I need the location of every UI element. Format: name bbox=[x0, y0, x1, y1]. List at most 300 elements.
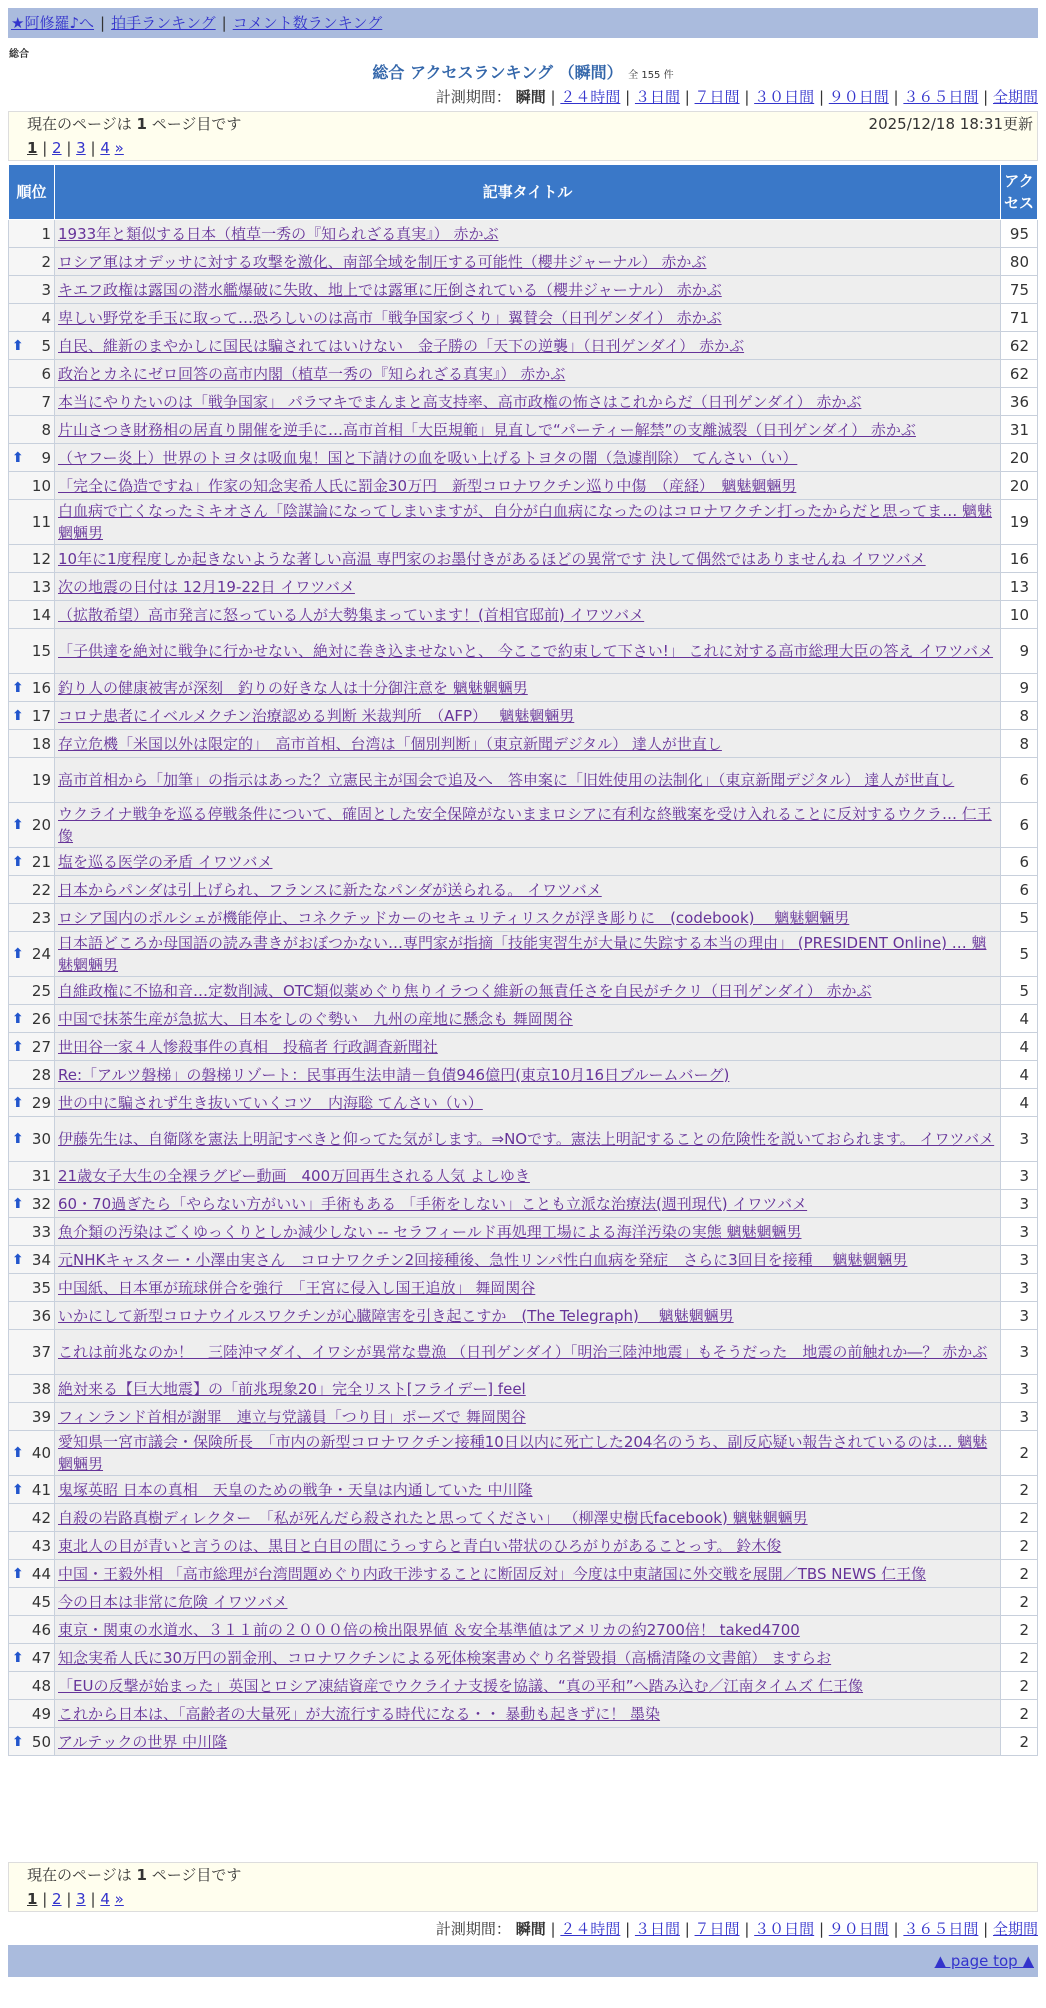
table-row bbox=[9, 332, 1038, 360]
article-link[interactable]: 知念実希人氏に30万円の罰金刑、コロナワクチンによる死体検案書めぐり名誉毀損（高橋清隆の文書館） ますらお bbox=[58, 1648, 832, 1667]
article-link[interactable]: コロナ患者にイベルメクチン治療認める判断 米裁判所 （AFP） 魑魅魍魎男 bbox=[58, 706, 575, 725]
table-row bbox=[9, 1033, 1038, 1061]
page-3-link[interactable]: 3 bbox=[76, 139, 86, 157]
rank-cell bbox=[9, 977, 55, 1005]
rank-cell bbox=[9, 1403, 55, 1431]
article-link[interactable]: これから日本は、「高齢者の大量死」が大流行する時代になる・・ 暴動も起きずに！ 墨染 bbox=[58, 1704, 661, 1723]
title-cell bbox=[55, 388, 1001, 416]
rank-cell bbox=[9, 1532, 55, 1560]
title-cell bbox=[55, 1330, 1001, 1375]
period-24h-bottom[interactable]: ２４時間 bbox=[560, 1920, 621, 1938]
rank-number: 30 bbox=[31, 1130, 51, 1148]
rank-number: 25 bbox=[31, 981, 51, 1000]
access-count: 3 bbox=[1001, 1274, 1038, 1302]
access-count: 6 bbox=[1001, 758, 1038, 803]
access-count: 95 bbox=[1001, 220, 1038, 248]
article-link[interactable]: 中国紙、日本軍が琉球併合を強行 「王宮に侵入し国王追放」 舞岡関谷 bbox=[58, 1278, 536, 1297]
next-page-link-bottom[interactable]: » bbox=[114, 1890, 124, 1908]
access-count: 2 bbox=[1001, 1644, 1038, 1672]
table-row bbox=[9, 573, 1038, 601]
rank-cell bbox=[9, 388, 55, 416]
article-link[interactable]: 10年に1度程度しか起きないような著しい高温 専門家のお墨付きがあるほどの異常です 決して偶然ではありませんね イワツバメ bbox=[58, 549, 926, 568]
article-link[interactable]: 60・70過ぎたら「やらない方がいい」手術もある 「手術をしない」ことも立派な治療法(週刊現代) イワツバメ bbox=[58, 1194, 808, 1213]
table-row bbox=[9, 1330, 1038, 1375]
access-count: 4 bbox=[1001, 1033, 1038, 1061]
article-link[interactable]: 「EUの反撃が始まった」英国とロシア凍結資産でウクライナ支援を協議、“真の平和”へ踏み込む／江南タイムズ 仁王像 bbox=[58, 1676, 864, 1695]
title-cell bbox=[55, 1560, 1001, 1588]
rank-number: 17 bbox=[31, 706, 51, 725]
page-2-link-bottom[interactable]: 2 bbox=[52, 1890, 62, 1908]
rank-number: 48 bbox=[31, 1676, 51, 1695]
rank-cell bbox=[9, 1728, 55, 1756]
title-cell bbox=[55, 601, 1001, 629]
rank-cell bbox=[9, 1431, 55, 1476]
title-cell bbox=[55, 1588, 1001, 1616]
rank-cell bbox=[9, 1504, 55, 1532]
table-row bbox=[9, 248, 1038, 276]
access-count: 19 bbox=[1001, 500, 1038, 545]
article-link[interactable]: 絶対来る【巨大地震】の「前兆現象20」完全リスト[フライデー] feel bbox=[58, 1379, 526, 1398]
article-link[interactable]: 1933年と類似する日本（植草一秀の『知られざる真実』） 赤かぶ bbox=[58, 224, 499, 243]
updated-time: 2025/12/18 18:31更新 bbox=[868, 115, 1033, 133]
rank-cell bbox=[9, 573, 55, 601]
table-row bbox=[9, 1005, 1038, 1033]
title-cell bbox=[55, 1190, 1001, 1218]
rank-number: 35 bbox=[31, 1278, 51, 1297]
rank-cell bbox=[9, 1302, 55, 1330]
clap-ranking-link[interactable]: 拍手ランキング bbox=[111, 14, 216, 32]
article-link[interactable]: 日本語どころか母国語の読み書きがおぼつかない…専門家が指摘「技能実習生が大量に失踪する本当の理由」 (PRESIDENT Online) … 魑魅魍魎男 bbox=[58, 934, 987, 974]
period-current: 瞬間 bbox=[515, 88, 546, 106]
rank-number: 19 bbox=[31, 771, 51, 789]
access-count: 62 bbox=[1001, 332, 1038, 360]
access-count: 6 bbox=[1001, 876, 1038, 904]
rank-number: 18 bbox=[31, 734, 51, 753]
access-count: 13 bbox=[1001, 573, 1038, 601]
comment-ranking-link[interactable]: コメント数ランキング bbox=[232, 14, 383, 32]
rank-up-icon: ⬆ bbox=[12, 1481, 24, 1498]
period-3d-bottom[interactable]: ３日間 bbox=[634, 1920, 680, 1938]
title-cell bbox=[55, 1532, 1001, 1560]
rank-cell bbox=[9, 674, 55, 702]
rank-cell bbox=[9, 1644, 55, 1672]
rank-cell bbox=[9, 848, 55, 876]
access-count: 4 bbox=[1001, 1061, 1038, 1089]
access-count: 20 bbox=[1001, 472, 1038, 500]
article-link[interactable]: 21歳女子大生の全裸ラグビー動画 400万回再生される人気 よしゆき bbox=[58, 1166, 530, 1185]
title-cell bbox=[55, 1476, 1001, 1504]
article-link[interactable]: 愛知県一宮市議会・保険所長 「市内の新型コロナワクチン接種10日以内に死亡した204名のうち、副反応疑い報告されているのは… 魑魅魍魎男 bbox=[58, 1433, 988, 1473]
table-row bbox=[9, 629, 1038, 674]
title-cell bbox=[55, 276, 1001, 304]
table-row bbox=[9, 276, 1038, 304]
rank-cell bbox=[9, 444, 55, 472]
article-link[interactable]: 白血病で亡くなったミキオさん「陰謀論になってしまいますが、自分が白血病になったのはコロナワクチン打ったからだと思ってま… 魑魅魍魎男 bbox=[58, 502, 993, 542]
title-cell bbox=[55, 416, 1001, 444]
title-cell bbox=[55, 1375, 1001, 1403]
title-cell bbox=[55, 977, 1001, 1005]
rank-number: 44 bbox=[31, 1564, 51, 1583]
title-cell bbox=[55, 220, 1001, 248]
article-link[interactable]: 東京・関東の水道水、３１１前の２０００倍の検出限界値 ＆安全基準値はアメリカの約2700倍！ taked4700 bbox=[58, 1620, 800, 1639]
period-365d[interactable]: ３６５日間 bbox=[903, 88, 979, 106]
article-link[interactable]: 「完全に偽造ですね」作家の知念実希人氏に罰金30万円 新型コロナワクチン巡り中傷 （産経） 魑魅魍魎男 bbox=[58, 476, 797, 495]
article-link[interactable]: 伊藤先生は、自衛隊を憲法上明記すべきと仰ってた気がします。⇒NOです。憲法上明記することの危険性を説いておられます。 イワツバメ bbox=[58, 1130, 995, 1148]
article-link[interactable]: 塩を巡る医学の矛盾 イワツバメ bbox=[58, 852, 273, 871]
title-cell bbox=[55, 1274, 1001, 1302]
rank-number: 26 bbox=[31, 1009, 51, 1028]
access-count: 3 bbox=[1001, 1246, 1038, 1274]
article-link[interactable]: アルテックの世界 中川隆 bbox=[58, 1732, 228, 1751]
access-count: 20 bbox=[1001, 444, 1038, 472]
table-row bbox=[9, 1616, 1038, 1644]
rank-cell bbox=[9, 1700, 55, 1728]
rank-up-icon: ⬆ bbox=[12, 1195, 24, 1212]
access-count: 80 bbox=[1001, 248, 1038, 276]
article-link[interactable]: 今の日本は非常に危険 イワツバメ bbox=[58, 1592, 288, 1611]
rank-cell bbox=[9, 1218, 55, 1246]
article-link[interactable]: 本当にやりたいのは「戦争国家」 パラマキでまんまと高支持率、高市政権の怖さはこれからだ（日刊ゲンダイ） 赤かぶ bbox=[58, 392, 862, 411]
title-cell bbox=[55, 1061, 1001, 1089]
article-link[interactable]: Re:「アルツ磐梯」の磐梯リゾート：民事再生法申請－負債946億円(東京10月16日ブルームバーグ) bbox=[58, 1065, 730, 1084]
rank-number: 45 bbox=[31, 1592, 51, 1611]
header-access: アクセス bbox=[1001, 165, 1038, 220]
access-count: 3 bbox=[1001, 1117, 1038, 1162]
page-4-link-bottom[interactable]: 4 bbox=[100, 1890, 110, 1908]
access-count: 36 bbox=[1001, 388, 1038, 416]
article-link[interactable]: ロシア軍はオデッサに対する攻撃を激化、南部全域を制圧する可能性（櫻井ジャーナル） 赤かぶ bbox=[58, 252, 707, 271]
title-cell bbox=[55, 1302, 1001, 1330]
rank-number: 15 bbox=[31, 642, 51, 660]
rank-number: 12 bbox=[31, 549, 51, 568]
rank-cell bbox=[9, 1061, 55, 1089]
article-link[interactable]: 「子供達を絶対に戦争に行かせない、絶対に巻き込ませないと、 今ここで約束して下さい!」 これに対する高市総理大臣の答え イワツバメ bbox=[58, 642, 994, 660]
rank-number: 37 bbox=[31, 1343, 51, 1361]
rank-number: 11 bbox=[31, 513, 51, 531]
rank-up-icon: ⬆ bbox=[12, 337, 24, 354]
article-link[interactable]: 世の中に騙されず生き抜いていくコツ 内海聡 てんさい（い） bbox=[58, 1093, 483, 1112]
rank-number: 23 bbox=[31, 908, 51, 927]
header-rank: 順位 bbox=[9, 165, 55, 220]
article-link[interactable]: ウクライナ戦争を巡る停戦条件について、確固とした安全保障がないままロシアに有利な終戦案を受け入れることに反対するウクラ… 仁王像 bbox=[58, 805, 992, 845]
rank-number: 16 bbox=[31, 678, 51, 697]
rank-cell bbox=[9, 1190, 55, 1218]
title-cell bbox=[55, 304, 1001, 332]
rank-up-icon: ⬆ bbox=[12, 817, 24, 833]
rank-number: 13 bbox=[31, 577, 51, 596]
access-count: 5 bbox=[1001, 904, 1038, 932]
rank-cell bbox=[9, 304, 55, 332]
access-count: 3 bbox=[1001, 1375, 1038, 1403]
rank-number: 2 bbox=[41, 252, 51, 271]
rank-cell bbox=[9, 472, 55, 500]
article-link[interactable]: これは前兆なのか！ 三陸沖マダイ、イワシが異常な豊漁 （日刊ゲンダイ）「明治三陸沖地震」もそうだった 地震の前触れか―？ 赤かぶ bbox=[58, 1343, 988, 1361]
period-30d[interactable]: ３０日間 bbox=[754, 88, 815, 106]
title-cell bbox=[55, 1504, 1001, 1532]
access-count: 2 bbox=[1001, 1728, 1038, 1756]
access-count: 5 bbox=[1001, 932, 1038, 977]
period-90d-bottom[interactable]: ９０日間 bbox=[828, 1920, 889, 1938]
period-7d-bottom[interactable]: ７日間 bbox=[694, 1920, 740, 1938]
next-page-link[interactable]: » bbox=[114, 139, 124, 157]
title-cell bbox=[55, 1005, 1001, 1033]
article-link[interactable]: （拡散希望）高市発言に怒っている人が大勢集まっています！(首相官邸前) イワツバメ bbox=[58, 605, 645, 624]
title-cell bbox=[55, 360, 1001, 388]
title-cell bbox=[55, 248, 1001, 276]
article-link[interactable]: 次の地震の日付は 12月19-22日 イワツバメ bbox=[58, 577, 355, 596]
pager-current: 1 bbox=[136, 115, 147, 133]
article-link[interactable]: いかにして新型コロナウイルスワクチンが心臓障害を引き起こすか (The Telegraph) 魑魅魍魎男 bbox=[58, 1306, 734, 1325]
table-row bbox=[9, 1162, 1038, 1190]
rank-cell bbox=[9, 1375, 55, 1403]
table-row bbox=[9, 674, 1038, 702]
article-link[interactable]: 片山さつき財務相の居直り開催を逆手に…高市首相「大臣規範」見直しで“パーティー解禁”の支離滅裂（日刊ゲンダイ） 赤かぶ bbox=[58, 420, 916, 439]
rank-cell bbox=[9, 1033, 55, 1061]
article-link[interactable]: 中国で抹茶生産が急拡大、日本をしのぐ勢い 九州の産地に懸念も 舞岡関谷 bbox=[58, 1009, 573, 1028]
rank-cell bbox=[9, 1672, 55, 1700]
rank-number: 14 bbox=[31, 605, 51, 624]
rank-cell bbox=[9, 803, 55, 848]
rank-number: 42 bbox=[31, 1508, 51, 1527]
article-link[interactable]: キエフ政権は露国の潜水艦爆破に失敗、地上では露軍に圧倒されている（櫻井ジャーナル） 赤かぶ bbox=[58, 280, 722, 299]
title-cell bbox=[55, 1117, 1001, 1162]
rank-cell bbox=[9, 1588, 55, 1616]
rank-cell bbox=[9, 1560, 55, 1588]
rank-cell bbox=[9, 601, 55, 629]
access-count: 3 bbox=[1001, 1218, 1038, 1246]
article-link[interactable]: 自維政権に不協和音…定数削減、OTC類似薬めぐり焦りイラつく維新の無責任さを自民がチクリ（日刊ゲンダイ） 赤かぶ bbox=[58, 981, 872, 1000]
page-1-current: 1 bbox=[27, 139, 38, 157]
rank-cell bbox=[9, 904, 55, 932]
table-row bbox=[9, 444, 1038, 472]
article-link[interactable]: 卑しい野党を手玉に取って…恐ろしいのは高市「戦争国家づくり」翼賛会（日刊ゲンダイ） 赤かぶ bbox=[58, 308, 722, 327]
rank-number: 31 bbox=[31, 1166, 51, 1185]
table-row bbox=[9, 1504, 1038, 1532]
period-30d-bottom[interactable]: ３０日間 bbox=[754, 1920, 815, 1938]
table-row bbox=[9, 803, 1038, 848]
rank-cell bbox=[9, 276, 55, 304]
title-cell bbox=[55, 1431, 1001, 1476]
access-count: 4 bbox=[1001, 1005, 1038, 1033]
article-link[interactable]: 魚介類の汚染はごくゆっくりとしか減少しない -- セラフィールド再処理工場による海洋汚染の実態 魑魅魍魎男 bbox=[58, 1222, 802, 1241]
article-link[interactable]: 自殺の岩路真樹ディレクター 「私が死んだら殺されたと思ってください」 （柳澤史樹氏facebook) 魑魅魍魎男 bbox=[58, 1508, 808, 1527]
rank-cell bbox=[9, 1476, 55, 1504]
access-count: 2 bbox=[1001, 1616, 1038, 1644]
rank-cell bbox=[9, 1616, 55, 1644]
access-count: 62 bbox=[1001, 360, 1038, 388]
rank-number: 29 bbox=[31, 1093, 51, 1112]
table-row bbox=[9, 1431, 1038, 1476]
title-cell bbox=[55, 1672, 1001, 1700]
article-link[interactable]: フィンランド首相が謝罪 連立与党議員「つり目」ポーズで 舞岡関谷 bbox=[58, 1407, 526, 1426]
table-row bbox=[9, 758, 1038, 803]
period-3d[interactable]: ３日間 bbox=[634, 88, 680, 106]
rank-number: 21 bbox=[31, 852, 51, 871]
access-count: 31 bbox=[1001, 416, 1038, 444]
title-cell bbox=[55, 758, 1001, 803]
access-count: 71 bbox=[1001, 304, 1038, 332]
rank-up-icon: ⬆ bbox=[12, 449, 24, 466]
rank-up-icon: ⬆ bbox=[12, 1010, 24, 1027]
access-count: 2 bbox=[1001, 1560, 1038, 1588]
article-link[interactable]: 鬼塚英昭 日本の真相 天皇のための戦争・天皇は内通していた 中川隆 bbox=[58, 1480, 533, 1499]
access-count: 3 bbox=[1001, 1403, 1038, 1431]
rank-number: 3 bbox=[41, 280, 51, 299]
table-row bbox=[9, 1089, 1038, 1117]
rank-cell bbox=[9, 629, 55, 674]
access-count: 3 bbox=[1001, 1162, 1038, 1190]
article-link[interactable]: 東北人の目が青いと言うのは、黒目と白目の間にうっすらと青白い帯状のひろがりがあることっす。 鈴木俊 bbox=[58, 1536, 782, 1555]
rank-up-icon: ⬆ bbox=[12, 1565, 24, 1582]
access-count: 9 bbox=[1001, 629, 1038, 674]
access-count: 75 bbox=[1001, 276, 1038, 304]
rank-up-icon: ⬆ bbox=[12, 1445, 24, 1461]
title-cell bbox=[55, 730, 1001, 758]
title-cell bbox=[55, 629, 1001, 674]
page-3-link-bottom[interactable]: 3 bbox=[76, 1890, 86, 1908]
ranking-table bbox=[8, 164, 1038, 1756]
rank-up-icon: ⬆ bbox=[12, 679, 24, 696]
rank-cell bbox=[9, 702, 55, 730]
period-label: 計測期間： bbox=[435, 88, 511, 106]
title-cell bbox=[55, 904, 1001, 932]
page-2-link[interactable]: 2 bbox=[52, 139, 62, 157]
article-link[interactable]: 高市首相から「加筆」の指示はあった？立憲民主が国会で追及へ 答申案に「旧姓使用の法制化」（東京新聞デジタル） 達人が世直し bbox=[58, 771, 955, 789]
page-4-link[interactable]: 4 bbox=[100, 139, 110, 157]
rank-number: 10 bbox=[31, 476, 51, 495]
table-row bbox=[9, 304, 1038, 332]
pager-bottom: 現在のページは 1 ページ目です 1 | 2 | 3 | 4 » bbox=[8, 1862, 1038, 1912]
table-row bbox=[9, 848, 1038, 876]
pager-text-pre-bottom: 現在のページは bbox=[27, 1866, 132, 1884]
table-row bbox=[9, 1246, 1038, 1274]
rank-number: 8 bbox=[41, 420, 51, 439]
rank-cell bbox=[9, 545, 55, 573]
home-link[interactable]: ★阿修羅♪へ bbox=[11, 14, 95, 32]
rank-number: 36 bbox=[31, 1306, 51, 1325]
access-count: 3 bbox=[1001, 1190, 1038, 1218]
pager-current-bottom: 1 bbox=[136, 1866, 147, 1884]
table-row bbox=[9, 876, 1038, 904]
access-count: 6 bbox=[1001, 848, 1038, 876]
period-24h[interactable]: ２４時間 bbox=[560, 88, 621, 106]
rank-up-icon: ⬆ bbox=[12, 707, 24, 724]
rank-up-icon: ⬆ bbox=[12, 1131, 24, 1147]
rank-number: 9 bbox=[41, 448, 51, 467]
article-link[interactable]: 自民、維新のまやかしに国民は騙されてはいけない 金子勝の「天下の逆襲」（日刊ゲンダイ） 赤かぶ bbox=[58, 336, 745, 355]
table-row bbox=[9, 416, 1038, 444]
rank-number: 4 bbox=[41, 308, 51, 327]
rank-number: 46 bbox=[31, 1620, 51, 1639]
period-7d[interactable]: ７日間 bbox=[694, 88, 740, 106]
article-link[interactable]: 元NHKキャスター・小澤由実さん コロナワクチン2回接種後、急性リンパ性白血病を発症 さらに3回目を接種 魑魅魍魎男 bbox=[58, 1250, 908, 1269]
table-row bbox=[9, 1560, 1038, 1588]
article-link[interactable]: 世田谷一家４人惨殺事件の真相 投稿者 行政調査新聞社 bbox=[58, 1037, 438, 1056]
table-row bbox=[9, 904, 1038, 932]
rank-cell bbox=[9, 1162, 55, 1190]
period-all-bottom[interactable]: 全期間 bbox=[992, 1920, 1038, 1938]
page-title bbox=[0, 60, 1046, 83]
title-cell bbox=[55, 1616, 1001, 1644]
title-cell bbox=[55, 332, 1001, 360]
title-cell bbox=[55, 573, 1001, 601]
table-row bbox=[9, 702, 1038, 730]
rank-cell bbox=[9, 416, 55, 444]
title-cell bbox=[55, 1089, 1001, 1117]
ranking-body bbox=[9, 220, 1038, 1756]
article-link[interactable]: （ヤフー炎上）世界のトヨタは吸血鬼！国と下請けの血を吸い上げるトヨタの闇（急遽削除） てんさい（い） bbox=[58, 448, 798, 467]
title-cell bbox=[55, 1033, 1001, 1061]
rank-number: 32 bbox=[31, 1194, 51, 1213]
rank-cell bbox=[9, 1246, 55, 1274]
title-cell bbox=[55, 674, 1001, 702]
pager-text-post: ページ目です bbox=[151, 115, 242, 133]
bottom-bar bbox=[8, 1945, 1038, 1977]
article-link[interactable]: 政治とカネにゼロ回答の高市内閣（植草一秀の『知られざる真実』） 赤かぶ bbox=[58, 364, 566, 383]
rank-number: 40 bbox=[31, 1444, 51, 1462]
table-row bbox=[9, 1700, 1038, 1728]
pager-text-post-bottom: ページ目です bbox=[151, 1866, 242, 1884]
table-row bbox=[9, 730, 1038, 758]
access-count: 9 bbox=[1001, 674, 1038, 702]
page-top-link[interactable]: ▲ page top ▲ bbox=[934, 1952, 1034, 1970]
rank-number: 22 bbox=[31, 880, 51, 899]
rank-number: 33 bbox=[31, 1222, 51, 1241]
rank-number: 28 bbox=[31, 1065, 51, 1084]
title-cell bbox=[55, 500, 1001, 545]
rank-cell bbox=[9, 220, 55, 248]
article-link[interactable]: 存立危機「米国以外は限定的」 高市首相、台湾は「個別判断」（東京新聞デジタル） 達人が世直し bbox=[58, 734, 722, 753]
rank-number: 7 bbox=[41, 392, 51, 411]
table-row bbox=[9, 1218, 1038, 1246]
table-row bbox=[9, 1061, 1038, 1089]
access-count: 16 bbox=[1001, 545, 1038, 573]
title-cell bbox=[55, 702, 1001, 730]
rank-up-icon: ⬆ bbox=[12, 1038, 24, 1055]
rank-cell bbox=[9, 730, 55, 758]
rank-up-icon: ⬆ bbox=[12, 1251, 24, 1268]
rank-number: 47 bbox=[31, 1648, 51, 1667]
table-row bbox=[9, 1476, 1038, 1504]
period-selector-top: 計測期間： 瞬間 | ２４時間 | ３日間 | ７日間 | ３０日間 | ９０日間 | ３６５日間 | 全期間 bbox=[435, 88, 1038, 106]
table-row bbox=[9, 977, 1038, 1005]
period-365d-bottom[interactable]: ３６５日間 bbox=[903, 1920, 979, 1938]
rank-up-icon: ⬆ bbox=[12, 853, 24, 870]
rank-cell bbox=[9, 1117, 55, 1162]
table-row bbox=[9, 1728, 1038, 1756]
title-cell bbox=[55, 472, 1001, 500]
rank-number: 6 bbox=[41, 364, 51, 383]
access-count: 2 bbox=[1001, 1672, 1038, 1700]
article-link[interactable]: 釣り人の健康被害が深刻 釣りの好きな人は十分御注意を 魑魅魍魎男 bbox=[58, 678, 528, 697]
pager-text-pre: 現在のページは bbox=[27, 115, 132, 133]
title-cell bbox=[55, 1728, 1001, 1756]
article-link[interactable]: ロシア国内のポルシェが機能停止、コネクテッドカーのセキュリティリスクが浮き彫りに (codebook) 魑魅魍魎男 bbox=[58, 908, 850, 927]
rank-number: 50 bbox=[31, 1732, 51, 1751]
title-cell bbox=[55, 1644, 1001, 1672]
period-all[interactable]: 全期間 bbox=[992, 88, 1038, 106]
table-row bbox=[9, 1403, 1038, 1431]
table-row bbox=[9, 601, 1038, 629]
access-count: 2 bbox=[1001, 1476, 1038, 1504]
title-text: 総合 アクセスランキング （瞬間） bbox=[372, 63, 623, 82]
article-link[interactable]: 日本からパンダは引上げられ、フランスに新たなパンダが送られる。 イワツバメ bbox=[58, 880, 602, 899]
article-link[interactable]: 中国・王毅外相 「高市総理が台湾問題めぐり内政干渉することに断固反対」今度は中東諸国に外交戦を展開／TBS NEWS 仁王像 bbox=[58, 1564, 927, 1583]
period-90d[interactable]: ９０日間 bbox=[828, 88, 889, 106]
title-cell bbox=[55, 803, 1001, 848]
table-row bbox=[9, 472, 1038, 500]
access-count: 3 bbox=[1001, 1330, 1038, 1375]
